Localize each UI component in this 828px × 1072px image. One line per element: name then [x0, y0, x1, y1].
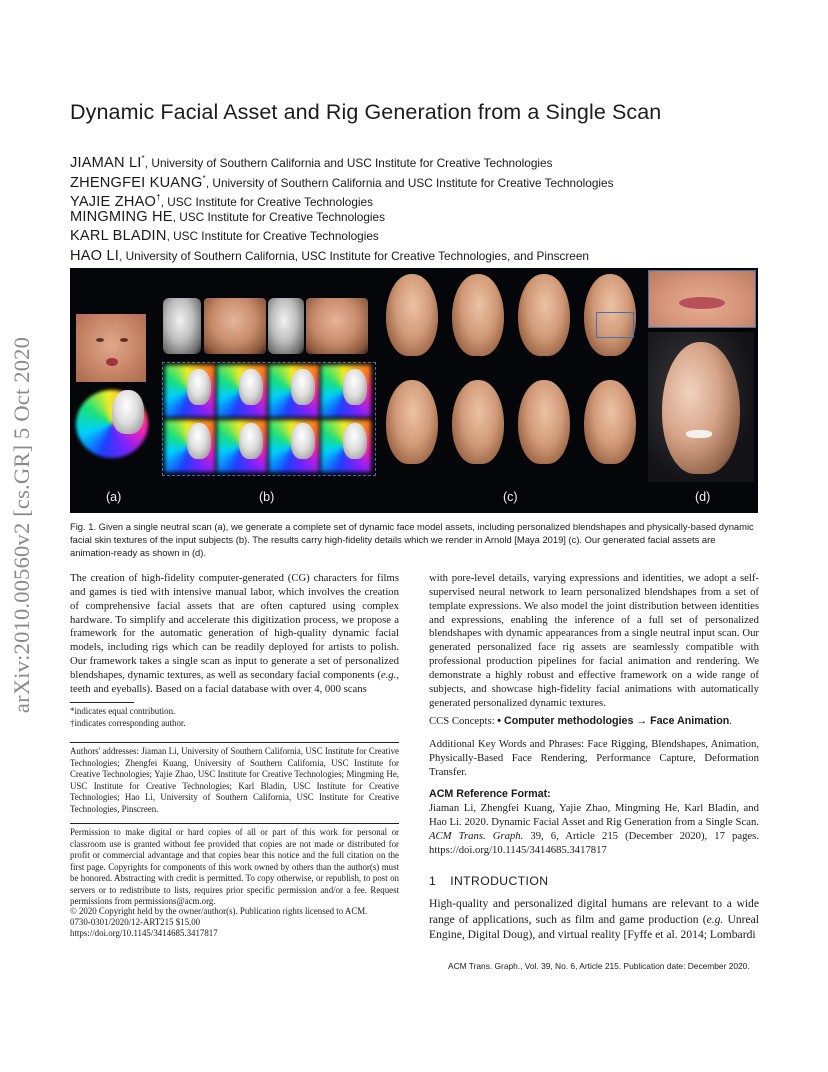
author-addresses: Authors' addresses: Jiaman Li, University of Southern California, USC Institute for Creative Technologies; Zhengfei Kuang, University of Southern California, USC Institute for Creative Technologies; Yajie Zhao, USC Institute for Creative Technologies; Mingming He, USC Institute for Creative Technologies; Karl Bladin, USC Institute for Creative Technologies; Hao Li, University of Southern California, USC Institute for Creative Technologies, Pinscreen.: [70, 746, 399, 814]
reference-heading: ACM Reference Format:: [429, 788, 551, 800]
right-column: [429, 572, 760, 942]
rendered-face: [452, 274, 504, 356]
running-footer: ACM Trans. Graph., Vol. 39, No. 6, Article 215. Publication date: December 2020.: [448, 961, 750, 971]
author-affiliation: , University of Southern California, USC Institute for Creative Technologies, and Pinscreen: [119, 248, 589, 263]
albedo-map: [204, 298, 266, 354]
arxiv-stamp: [2, 295, 42, 755]
author-name: JIAMAN LI: [70, 155, 142, 171]
author-name: ZHENGFEI KUANG: [70, 174, 203, 191]
author-line: [70, 149, 614, 169]
rendered-face: [518, 380, 570, 464]
arxiv-identifier: arXiv:2010.00560v2 [cs.GR] 5 Oct 2020: [9, 336, 34, 714]
rendered-face: [584, 380, 636, 464]
author-line: [70, 208, 614, 228]
doi-link[interactable]: https://doi.org/10.1145/3414685.3417817: [70, 928, 218, 938]
abstract-paragraph: The creation of high-fidelity computer-generated (CG) characters for films and games is tied with intensive manual labor, which involves the creation of comprehensive facial assets that are often captured using complex hardware. To simplify and accelerate this digitization process, we propose a framework for the automatic generation of high-quality dynamic facial models, including rigs which can be readily deployed for artists to polish. Our framework takes a single scan as input to generate a set of personalized blendshapes, dynamic textures, as well as secondary facial components (e.g., teeth and eyeballs). Based on a facial database with over 4, 000 scans: [70, 572, 399, 695]
paper-title: Dynamic Facial Asset and Rig Generation from a Single Scan: [70, 100, 662, 124]
abstract-continuation: with pore-level details, varying expressions and identities, we adopt a self-supervised neural network to learn personalized blendshapes from a set of template expressions. We also model the joint distribution between identities and expressions, enabling the inference of a full set of personalized blendshapes with dynamic appearances from a single neutral input scan. Our generated personalized face rig assets are seamlessly compatible with professional production pipelines for facial animation and rendering. We demonstrate a highly robust and effective framework on a wide range of subjects, and showcase high-fidelity facial animations with automatically generated personalized dynamic textures.: [429, 572, 759, 709]
author-affiliation: , USC Institute for Creative Technologies: [160, 195, 373, 209]
author-name: MINGMING HE: [70, 208, 173, 225]
author-name: HAO LI: [70, 247, 120, 264]
author-affiliation: , USC Institute for Creative Technologies: [172, 209, 385, 224]
corresponding-author-note: †indicates corresponding author.: [70, 718, 186, 728]
rendered-face: [386, 380, 438, 464]
rendered-face: [518, 274, 570, 356]
section-number: 1: [429, 874, 437, 888]
author-line: [70, 247, 614, 267]
neutral-scan-mesh: [112, 390, 144, 434]
detail-zoom-inset: [648, 270, 756, 328]
left-column: [70, 572, 399, 938]
author-line: [70, 188, 614, 208]
reference-citation: Jiaman Li, Zhengfei Kuang, Yajie Zhao, Mingming He, Karl Bladin, and Hao Li. 2020. Dynamic Facial Asset and Rig Generation from a Single Scan. ACM Trans. Graph. 39, 6, Article 215 (December 2020), 17 pages. https://doi.org/10.1145/3414685.3417817: [429, 802, 760, 856]
section-heading: [429, 875, 759, 889]
permission-notice: Permission to make digital or hard copies of all or part of this work for personal or classroom use is granted without fee provided that copies are not made or distributed for profit or commercial advantage and that copies bear this notice and the full citation on the first page. Copyrights for components of this work owned by others than the author(s) must be honored. Abstracting with credit is permitted. To copy otherwise, or republish, to post on servers or to redistribute to lists, requires prior specific permission and/or a fee. Request permissions from permissions@acm.org.: [70, 827, 399, 906]
displacement-map: [163, 298, 201, 354]
author-line: [70, 169, 614, 189]
author-affiliation: , USC Institute for Creative Technologies: [166, 229, 379, 243]
keywords: Additional Key Words and Phrases: Face Rigging, Blendshapes, Animation, Physically-Based Face Rendering, Performance Capture, Deformation Transfer.: [429, 738, 759, 778]
figure-label-c: (c): [503, 490, 518, 504]
author-mark: *: [202, 173, 206, 183]
author-name: YAJIE ZHAO: [70, 194, 157, 210]
copyright-line: © 2020 Copyright held by the owner/author(s). Publication rights licensed to ACM.: [70, 906, 368, 916]
teaser-figure: [70, 268, 758, 513]
figure-label-a: (a): [106, 490, 122, 504]
ccs-concepts: CCS Concepts: • Computer methodologies → Face Animation.: [429, 715, 732, 727]
author-mark: *: [141, 154, 145, 163]
section-title: INTRODUCTION: [450, 874, 549, 888]
figure-label-b: (b): [259, 490, 275, 504]
figure-label-d: (d): [695, 490, 711, 504]
equal-contribution-note: *indicates equal contribution.: [70, 706, 176, 716]
author-name: KARL BLADIN: [70, 228, 167, 244]
albedo-map: [306, 298, 368, 354]
author-affiliation: , University of Southern California and USC Institute for Creative Technologies: [144, 156, 553, 170]
rendered-face: [386, 274, 438, 356]
author-mark: †: [156, 193, 161, 202]
displacement-map: [268, 298, 304, 354]
author-list: [70, 149, 614, 266]
rendered-face: [452, 380, 504, 464]
animation-frame: [648, 332, 754, 482]
issn-line: 0730-0301/2020/12-ART215 $15.00: [70, 917, 201, 927]
introduction-paragraph: High-quality and personalized digital humans are relevant to a wide range of applications, such as film and game production (e.g. Unreal Engine, Digital Doug), and virtual reality [Fyffe et al. 2014; Lombardi: [429, 897, 759, 942]
zoom-box: [596, 312, 634, 338]
author-affiliation: , University of Southern California and USC Institute for Creative Technologies: [205, 175, 614, 190]
blendshape-grid: [162, 362, 376, 476]
figure-caption: Fig. 1. Given a single neutral scan (a), we generate a complete set of dynamic face model assets, including personalized blendshapes and physically-based dynamic facial skin textures of the input subjects (b). The results carry high-fidelity details which we render in Arnold [Maya 2019] (c). Our generated facial assets are animation-ready as shown in (d).: [70, 521, 754, 558]
author-line: [70, 227, 614, 247]
neutral-scan-texture: [76, 314, 146, 382]
